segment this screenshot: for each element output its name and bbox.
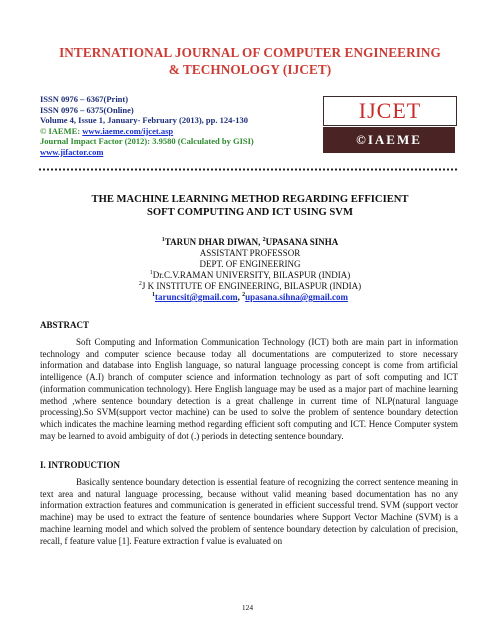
author-emails	[60, 292, 440, 303]
impact-factor: Journal Impact Factor (2012): 3.9580 (Calculated by GISI)	[40, 136, 254, 146]
author-names	[60, 237, 440, 248]
ijcet-logo: IJCET	[323, 96, 457, 126]
aff1-sup: 1	[149, 270, 153, 276]
email-separator: ,	[237, 292, 243, 302]
aff2-sup: 2	[138, 281, 142, 287]
journal-meta	[40, 94, 310, 157]
aff2-text: J K INSTITUTE OF ENGINEERING, BILASPUR (INDIA)	[141, 281, 362, 291]
journal-title-line2: & TECHNOLOGY (IJCET)	[168, 62, 332, 77]
paper-title	[60, 193, 440, 219]
journal-title-line1: INTERNATIONAL JOURNAL OF COMPUTER ENGINEERING	[59, 45, 441, 60]
page-number: 124	[241, 603, 254, 612]
issn-online: ISSN 0976 – 6375(Online)	[40, 104, 134, 115]
paper-title-line1: THE MACHINE LEARNING METHOD REGARDING EFFICIENT	[91, 194, 409, 205]
iaeme-line	[40, 126, 310, 137]
author-department: DEPT. OF ENGINEERING	[199, 259, 301, 269]
author2-sup: 2	[262, 237, 266, 243]
email1-sup: 1	[151, 292, 155, 298]
abstract-heading: ABSTRACT	[40, 320, 90, 330]
jifactor-link[interactable]: www.jifactor.com	[40, 146, 104, 157]
journal-title	[40, 44, 460, 78]
volume-info: Volume 4, Issue 1, January- February (2013), pp. 124-130	[40, 115, 248, 125]
affiliation-2	[60, 281, 440, 292]
paper-title-line2: SOFT COMPUTING AND ICT USING SVM	[147, 207, 353, 218]
dotted-divider	[38, 168, 458, 171]
introduction-heading: I. INTRODUCTION	[40, 460, 121, 470]
author-block	[60, 237, 440, 303]
issn-print: ISSN 0976 – 6367(Print)	[40, 94, 129, 104]
iaeme-link[interactable]: www.iaeme.com/ijcet.asp	[82, 125, 174, 136]
email2-link[interactable]: upasana.sihna@gmail.com	[245, 292, 348, 302]
author-position: ASSISTANT PROFESSOR	[199, 248, 301, 258]
author2-name: UPASANA SINHA	[265, 237, 339, 247]
author1-name: TARUN DHAR DIWAN,	[164, 237, 263, 247]
author1-sup: 1	[161, 237, 165, 243]
aff1-text: Dr.C.V.RAMAN UNIVERSITY, BILASPUR (INDIA)	[152, 270, 351, 280]
email1-link[interactable]: taruncsit@gmail.com	[154, 292, 238, 302]
abstract-text: Soft Computing and Information Communication Technology (ICT) both are main part in information technology and computer science because today all documentations are computerized to store necessary information and database into English language, so natural language processing concept is come from artificial intelligence (A.I) branch of computer science and information technology as part of soft computing and ICT (information communication technology). Here English language may be used as a major part of machine learning method ,where sentence boundary detection is a great challenge in current time of NLP(natural language processing).So SVM(support vector machine) can be used to solve the problem of sentence boundary detection which indicates the machine learning method regarding efficient soft computing and ICT. Hence Computer system may be learned to avoid ambiguity of dot (.) periods in detecting sentence boundary.	[40, 337, 458, 441]
iaeme-logo: ©IAEME	[323, 127, 455, 153]
email2-sup: 2	[242, 292, 246, 298]
affiliation-1	[60, 270, 440, 281]
iaeme-prefix: © IAEME:	[40, 125, 83, 136]
introduction-text: Basically sentence boundary detection is essential feature of recognizing the correct sentence meaning in text area and natural language processing, because without valid meaning based documentation has no any information extraction features and communication is generated in efficient successful trend. SVM (support vector machine) may be used to extract the feature of sentence boundaries where Support Vector Machine (SVM) is a machine learning model and which solved the problem of sentence boundary detection by calculation of precision, recall, f feature value [1]. Feature extraction f value is evaluated on	[40, 477, 458, 546]
